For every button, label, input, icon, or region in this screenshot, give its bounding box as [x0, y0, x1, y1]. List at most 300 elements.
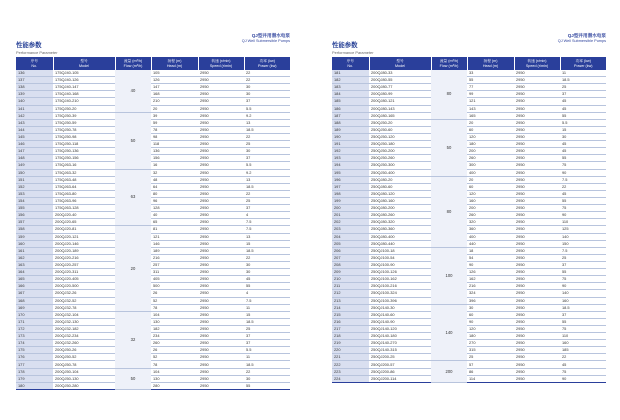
head-cell: 260	[467, 155, 514, 162]
row-number: 208	[332, 261, 369, 268]
table-row	[16, 197, 290, 204]
model-cell: 250QJ100-216	[369, 283, 431, 290]
head-cell: 20	[467, 176, 514, 183]
power-cell: 4	[244, 212, 290, 219]
head-cell: 86	[467, 368, 514, 375]
table-row	[332, 70, 606, 77]
model-cell: 200QJ20-121	[53, 233, 115, 240]
speed-cell: 2950	[198, 318, 244, 325]
performance-table-right	[332, 57, 606, 383]
row-number: 216	[332, 318, 369, 325]
column-header-cn: 序号	[30, 59, 38, 64]
table-row	[16, 77, 290, 84]
power-cell: 37	[560, 311, 606, 318]
model-cell: 250QJ140-90	[369, 318, 431, 325]
flow-cell: 50	[115, 368, 151, 389]
model-cell: 250QJ140-270	[369, 340, 431, 347]
column-header-en: Speed (r/min)	[209, 63, 233, 68]
speed-cell: 2950	[198, 354, 244, 361]
head-cell: 59	[151, 119, 198, 126]
head-cell: 81	[151, 226, 198, 233]
row-number: 178	[16, 368, 53, 375]
model-cell: 175QJ40-147	[53, 84, 115, 91]
column-header	[244, 57, 290, 70]
column-header-en: Flow (m³/h)	[123, 63, 143, 68]
model-cell: 200QJ50-26	[53, 347, 115, 354]
power-cell: 45	[560, 98, 606, 105]
model-cell: 200QJ32-130	[53, 318, 115, 325]
table-row	[16, 212, 290, 219]
column-header	[332, 57, 369, 70]
speed-cell: 2950	[198, 162, 244, 169]
head-cell: 128	[151, 205, 198, 212]
head-cell: 20	[151, 105, 198, 112]
table-row	[332, 176, 606, 183]
row-number: 192	[332, 148, 369, 155]
row-number: 162	[16, 254, 53, 261]
speed-cell: 2950	[514, 247, 560, 254]
speed-cell: 2950	[198, 375, 244, 382]
head-cell: 320	[467, 219, 514, 226]
power-cell: 9.2	[244, 169, 290, 176]
head-cell: 60	[467, 311, 514, 318]
head-cell: 90	[467, 261, 514, 268]
row-number: 163	[16, 261, 53, 268]
speed-cell: 2950	[198, 169, 244, 176]
row-number: 215	[332, 311, 369, 318]
column-header	[53, 57, 115, 70]
model-cell: 200QJ32-78	[53, 304, 115, 311]
power-cell: 18.5	[244, 361, 290, 368]
power-cell: 5.5	[560, 119, 606, 126]
brand-name-en: QJ Well Submersible Pumps	[557, 38, 606, 43]
table-row	[332, 254, 606, 261]
table-row	[16, 297, 290, 304]
power-cell: 22	[244, 70, 290, 77]
head-cell: 90	[467, 318, 514, 325]
table-row	[16, 247, 290, 254]
head-cell: 440	[467, 240, 514, 247]
column-header	[16, 57, 53, 70]
table-row	[332, 212, 606, 219]
model-cell: 175QJ63-32	[53, 169, 115, 176]
speed-cell: 2950	[514, 70, 560, 77]
row-number: 189	[332, 126, 369, 133]
model-cell: 175QJ63-64	[53, 183, 115, 190]
model-cell: 200QJ32-52	[53, 297, 115, 304]
table-row	[16, 70, 290, 77]
model-cell: 250QJ80-440	[369, 240, 431, 247]
power-cell: 18.5	[244, 318, 290, 325]
row-number: 220	[332, 347, 369, 354]
column-header-en: Model	[78, 63, 90, 68]
speed-cell: 2950	[514, 375, 560, 382]
power-cell: 11	[244, 304, 290, 311]
column-header-cn: 扬程 (m)	[483, 59, 498, 64]
row-number: 156	[16, 212, 53, 219]
head-cell: 60	[467, 126, 514, 133]
speed-cell: 2950	[514, 325, 560, 332]
model-cell: 250QJ50-400	[369, 169, 431, 176]
power-cell: 22	[560, 183, 606, 190]
column-header-cn: 型号	[80, 59, 88, 64]
table-row	[332, 283, 606, 290]
power-cell: 45	[560, 190, 606, 197]
speed-cell: 2950	[198, 119, 244, 126]
performance-table-left	[16, 57, 290, 390]
power-cell: 90	[560, 169, 606, 176]
head-cell: 104	[151, 368, 198, 375]
head-cell: 52	[151, 354, 198, 361]
flow-cell: 32	[115, 311, 151, 368]
power-cell: 25	[244, 325, 290, 332]
speed-cell: 2950	[514, 240, 560, 247]
model-cell: 175QJ63-16	[53, 162, 115, 169]
head-cell: 162	[467, 276, 514, 283]
row-number: 144	[16, 126, 53, 133]
model-cell: 175QJ50-20	[53, 105, 115, 112]
row-number: 151	[16, 176, 53, 183]
column-header-cn: 型号	[396, 59, 404, 64]
model-cell: 200QJ80-99	[369, 91, 431, 98]
power-cell: 15	[244, 311, 290, 318]
model-cell: 175QJ63-96	[53, 197, 115, 204]
row-number: 176	[16, 354, 53, 361]
row-number: 138	[16, 84, 53, 91]
section-title-cn: 性能参数	[16, 42, 42, 49]
speed-cell: 2950	[514, 169, 560, 176]
speed-cell: 2950	[198, 233, 244, 240]
model-cell: 175QJ40-126	[53, 77, 115, 84]
power-cell: 4	[244, 290, 290, 297]
flow-cell: 80	[431, 176, 467, 247]
head-cell: 65	[151, 219, 198, 226]
model-cell: 175QJ50-59	[53, 119, 115, 126]
table-row	[332, 226, 606, 233]
head-cell: 400	[467, 233, 514, 240]
power-cell: 110	[560, 219, 606, 226]
speed-cell: 2950	[198, 219, 244, 226]
power-cell: 90	[560, 283, 606, 290]
speed-cell: 2950	[198, 212, 244, 219]
power-cell: 37	[244, 205, 290, 212]
table-row	[332, 297, 606, 304]
power-cell: 150	[560, 240, 606, 247]
row-number: 143	[16, 119, 53, 126]
row-number: 142	[16, 112, 53, 119]
power-cell: 45	[560, 141, 606, 148]
table-row	[332, 197, 606, 204]
table-row	[16, 141, 290, 148]
model-cell: 250QJ200-86	[369, 368, 431, 375]
model-cell: 200QJ50-280	[53, 382, 115, 389]
table-row	[16, 261, 290, 268]
power-cell: 11	[560, 70, 606, 77]
table-row	[332, 126, 606, 133]
head-cell: 168	[151, 91, 198, 98]
model-cell: 200QJ80-121	[369, 98, 431, 105]
power-cell: 75	[560, 162, 606, 169]
model-cell: 250QJ100-90	[369, 261, 431, 268]
table-row	[332, 141, 606, 148]
row-number: 188	[332, 119, 369, 126]
head-cell: 311	[151, 269, 198, 276]
head-cell: 130	[151, 318, 198, 325]
speed-cell: 2950	[198, 283, 244, 290]
column-header-en: Head (m)	[482, 63, 499, 68]
speed-cell: 2950	[198, 190, 244, 197]
head-cell: 40	[151, 212, 198, 219]
head-cell: 33	[467, 70, 514, 77]
table-row	[16, 375, 290, 382]
table-row	[332, 240, 606, 247]
model-cell: 175QJ50-98	[53, 133, 115, 140]
head-cell: 405	[151, 276, 198, 283]
table-row	[16, 219, 290, 226]
row-number: 150	[16, 169, 53, 176]
speed-cell: 2950	[514, 155, 560, 162]
table-row	[332, 91, 606, 98]
power-cell: 22	[244, 190, 290, 197]
column-header-cn: 序号	[346, 59, 354, 64]
model-cell: 175QJ63-80	[53, 190, 115, 197]
power-cell: 15	[560, 126, 606, 133]
column-header-cn: 流量 (m³/h)	[123, 59, 143, 64]
speed-cell: 2950	[514, 205, 560, 212]
head-cell: 60	[467, 183, 514, 190]
table-row	[332, 119, 606, 126]
row-number: 187	[332, 112, 369, 119]
power-cell: 30	[244, 269, 290, 276]
head-cell: 360	[467, 226, 514, 233]
speed-cell: 2950	[514, 141, 560, 148]
table-row	[16, 169, 290, 176]
head-cell: 52	[151, 297, 198, 304]
speed-cell: 2950	[514, 233, 560, 240]
row-number: 149	[16, 162, 53, 169]
model-cell: 250QJ80-260	[369, 212, 431, 219]
row-number: 200	[332, 205, 369, 212]
power-cell: 18.5	[560, 77, 606, 84]
section-title	[16, 43, 58, 55]
power-cell: 75	[560, 368, 606, 375]
speed-cell: 2950	[198, 98, 244, 105]
speed-cell: 2950	[514, 119, 560, 126]
table-row	[16, 162, 290, 169]
model-cell: 250QJ50-260	[369, 155, 431, 162]
table-row	[332, 375, 606, 382]
column-header	[514, 57, 560, 70]
speed-cell: 2950	[198, 70, 244, 77]
head-cell: 78	[151, 361, 198, 368]
model-cell: 250QJ80-20	[369, 176, 431, 183]
row-number: 186	[332, 105, 369, 112]
row-number: 202	[332, 219, 369, 226]
head-cell: 114	[467, 375, 514, 382]
row-number: 221	[332, 354, 369, 361]
model-cell: 200QJ20-65	[53, 219, 115, 226]
row-number: 160	[16, 240, 53, 247]
speed-cell: 2950	[514, 197, 560, 204]
column-header-en: Power (kw)	[574, 63, 593, 68]
power-cell: 7.5	[560, 176, 606, 183]
column-header-cn: 流量 (m³/h)	[439, 59, 459, 64]
table-header-row	[16, 57, 290, 70]
column-header-cn: 转速 (r/min)	[527, 59, 547, 64]
table-row	[332, 290, 606, 297]
speed-cell: 2950	[198, 276, 244, 283]
row-number: 203	[332, 226, 369, 233]
speed-cell: 2950	[514, 361, 560, 368]
column-header	[115, 57, 151, 70]
table-row	[332, 133, 606, 140]
table-body	[332, 70, 606, 382]
row-number: 147	[16, 148, 53, 155]
table-row	[16, 347, 290, 354]
head-cell: 64	[151, 183, 198, 190]
model-cell: 200QJ80-33	[369, 70, 431, 77]
flow-cell: 63	[115, 169, 151, 226]
model-cell: 175QJ63-48	[53, 176, 115, 183]
column-header-cn: 扬程 (m)	[167, 59, 182, 64]
power-cell: 13	[244, 119, 290, 126]
speed-cell: 2950	[198, 112, 244, 119]
row-number: 168	[16, 297, 53, 304]
speed-cell: 2950	[198, 148, 244, 155]
speed-cell: 2950	[514, 133, 560, 140]
brand-name-en: QJ Well Submersible Pumps	[241, 38, 290, 43]
model-cell: 250QJ140-180	[369, 333, 431, 340]
power-cell: 55	[560, 155, 606, 162]
brand-header	[558, 34, 606, 43]
speed-cell: 2950	[514, 190, 560, 197]
speed-cell: 2950	[514, 212, 560, 219]
power-cell: 22	[244, 254, 290, 261]
model-cell: 250QJ50-20	[369, 119, 431, 126]
model-cell: 200QJ50-52	[53, 354, 115, 361]
table-row	[16, 290, 290, 297]
head-cell: 57	[467, 361, 514, 368]
table-row	[16, 105, 290, 112]
head-cell: 182	[151, 325, 198, 332]
power-cell: 7.5	[244, 297, 290, 304]
speed-cell: 2950	[198, 183, 244, 190]
head-cell: 54	[467, 254, 514, 261]
power-cell: 18.5	[244, 247, 290, 254]
model-cell: 200QJ32-104	[53, 311, 115, 318]
speed-cell: 2950	[198, 304, 244, 311]
table-row	[332, 318, 606, 325]
model-cell: 175QJ50-78	[53, 126, 115, 133]
column-header-en: No.	[31, 63, 38, 68]
model-cell: 200QJ20-40	[53, 212, 115, 219]
speed-cell: 2950	[514, 276, 560, 283]
speed-cell: 2950	[514, 176, 560, 183]
row-number: 212	[332, 290, 369, 297]
speed-cell: 2950	[514, 261, 560, 268]
column-header-en: Flow (m³/h)	[439, 63, 459, 68]
column-header	[369, 57, 431, 70]
section-title	[332, 43, 374, 55]
model-cell: 200QJ20-257	[53, 261, 115, 268]
speed-cell: 2950	[198, 155, 244, 162]
row-number: 183	[332, 84, 369, 91]
model-cell: 200QJ80-143	[369, 105, 431, 112]
speed-cell: 2950	[514, 226, 560, 233]
head-cell: 130	[151, 375, 198, 382]
table-row	[16, 91, 290, 98]
row-number: 165	[16, 276, 53, 283]
power-cell: 45	[560, 361, 606, 368]
power-cell: 55	[560, 269, 606, 276]
table-row	[16, 183, 290, 190]
row-number: 179	[16, 375, 53, 382]
power-cell: 30	[244, 148, 290, 155]
row-number: 199	[332, 197, 369, 204]
speed-cell: 2950	[514, 354, 560, 361]
table-row	[332, 269, 606, 276]
power-cell: 37	[244, 155, 290, 162]
table-row	[332, 98, 606, 105]
head-cell: 160	[467, 197, 514, 204]
model-cell: 175QJ50-156	[53, 155, 115, 162]
speed-cell: 2950	[198, 84, 244, 91]
head-cell: 120	[467, 190, 514, 197]
table-row	[16, 382, 290, 389]
speed-cell: 2950	[198, 126, 244, 133]
power-cell: 37	[244, 333, 290, 340]
head-cell: 180	[467, 141, 514, 148]
speed-cell: 2950	[514, 84, 560, 91]
table-row	[332, 347, 606, 354]
table-row	[16, 148, 290, 155]
head-cell: 18	[467, 247, 514, 254]
table-row	[332, 333, 606, 340]
row-number: 204	[332, 233, 369, 240]
model-cell: 175QJ40-210	[53, 98, 115, 105]
model-cell: 200QJ20-216	[53, 254, 115, 261]
row-number: 172	[16, 325, 53, 332]
row-number: 224	[332, 375, 369, 382]
power-cell: 75	[560, 325, 606, 332]
power-cell: 7.5	[244, 226, 290, 233]
table-row	[332, 361, 606, 368]
model-cell: 250QJ140-30	[369, 304, 431, 311]
column-header-cn: 功率 (kw)	[575, 59, 591, 64]
power-cell: 30	[244, 261, 290, 268]
model-cell: 200QJ20-405	[53, 276, 115, 283]
speed-cell: 2950	[514, 333, 560, 340]
speed-cell: 2950	[514, 318, 560, 325]
model-cell: 250QJ50-180	[369, 141, 431, 148]
table-row	[16, 112, 290, 119]
row-number: 213	[332, 297, 369, 304]
table-row	[332, 233, 606, 240]
column-header	[151, 57, 198, 70]
model-cell: 200QJ32-26	[53, 290, 115, 297]
speed-cell: 2950	[514, 183, 560, 190]
model-cell: 250QJ100-162	[369, 276, 431, 283]
table-row	[332, 148, 606, 155]
model-cell: 200QJ20-500	[53, 283, 115, 290]
speed-cell: 2950	[198, 368, 244, 375]
head-cell: 396	[467, 297, 514, 304]
speed-cell: 2950	[198, 176, 244, 183]
power-cell: 45	[560, 105, 606, 112]
speed-cell: 2950	[198, 254, 244, 261]
table-row	[332, 368, 606, 375]
head-cell: 180	[467, 333, 514, 340]
